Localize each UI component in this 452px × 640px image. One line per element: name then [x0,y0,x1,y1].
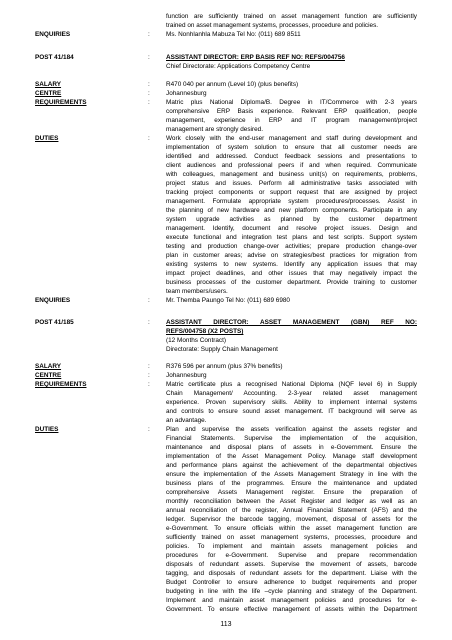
post-title-line: REFS/004758 (X2 POSTS) [166,328,244,335]
text-line: plan in customer areas; advise on strategies/best practices for migration from [166,252,417,259]
post-subtitle-row [35,62,417,71]
salary-label: SALARY [35,363,62,370]
text-line: Implement and maintain asset management policies and procedures for e- [166,597,417,604]
colon: : [148,99,150,106]
colon: : [148,372,150,379]
enquiries-label: ENQUIRIES [35,31,71,38]
colon: : [148,426,150,433]
text-line: testing and production change-over activities; prepare production change-over [166,243,417,250]
colon: : [148,297,150,304]
directorate: Directorate: Supply Chain Management [166,346,278,353]
colon: : [148,135,150,142]
centre-row [35,89,417,98]
text-line: comprehensive Assets Management register. Ensure the preparation of [166,489,417,496]
text-line: system upgrade activities as planned by the customer department [166,216,417,223]
text-line: maintenance and disposal plans of assets in e-Government. Ensure the [166,444,417,451]
text-line: existing systems to new systems. Identify any application issues that may [166,261,417,268]
text-line: Matric certificate plus a recognised National Diploma (NQF level 6) in Supply [166,381,417,388]
text-line: comprehensive ERP Basis experience. Relevant ERP qualification, people [166,108,417,115]
salary-label: SALARY [35,81,62,88]
requirements-label: REQUIREMENTS [35,381,87,388]
text-line: ensure the implementation of the Assets Management Strategy in line with the [166,471,417,478]
text-line: implementation of the Asset Management Policy. Manage staff development [166,453,417,460]
text-line: Matric plus National Diploma/B. Degree in IT/Commerce with 2-3 years [166,99,417,106]
salary-text: R470 040 per annum (Level 10) (plus benefits) [166,81,299,88]
text-line: and performance plans against the achievement of the departmental objectives [166,462,417,469]
duties-label: DUTIES [35,135,59,142]
text-line: tracking project components or support request that are assigned by project [166,189,417,196]
text-line: Plan and supervise the assets verification against the assets register and [166,426,417,433]
colon: : [148,54,150,61]
text-line: disposals of redundant assets. Supervise the movement of assets, barcode [166,561,417,568]
post-number: POST 41/184 [35,54,74,61]
colon: : [148,381,150,388]
colon: : [148,363,150,370]
text-line: policies. To implement and maintain assets management policies and [166,543,417,550]
requirements-text [166,380,417,425]
text-line: management. Formulate appropriate system procedures/processes. Assist in [166,198,417,205]
continuation-text [166,12,417,30]
duties-text [166,425,417,614]
page-number: 113 [220,621,232,628]
centre-label: CENTRE [35,372,62,379]
salary-text: R376 596 per annum (plus 37% benefits) [166,363,283,370]
text-line: Chain Management/ Accounting. 2-3-year related asset management [166,390,417,397]
contract-note: (12 Months Contract) [166,337,227,344]
post-title: ASSISTANT DIRECTOR: ERP BASIS REF NO: REFS/004756 [166,54,345,61]
text-line: e-Government. To ensure officials within the asset management function are [166,525,417,532]
text-line: implementation of system solution to ensure that all customer needs are [166,144,417,151]
text-line: procedures for e-Government. Supervise and prepare recommendation [166,552,417,559]
text-line: project status and issues. Perform all administrative tasks associated with [166,180,417,187]
centre-text: Johannesburg [166,372,207,379]
text-line: ledger. Supervisor the barcode tagging, movement, disposal of assets for the [166,516,417,523]
requirements-label: REQUIREMENTS [35,99,87,106]
enquiries-label: ENQUIRIES [35,297,71,304]
requirements-text [166,98,417,134]
text-line: budgeting in line with the life –cycle planning and strategy of the Department. [166,588,417,595]
text-line: experience. Proven supervisory skills. Ability to implement internal systems [166,399,417,406]
text-line: tagging, and disposals of redundant assets for the department. Liaise with the [166,570,417,577]
centre-row [35,371,417,380]
text-line: Budget Controller to ensure adherence to budget requirements and proper [166,579,417,586]
colon: : [148,31,150,38]
text-line: team members/users. [166,288,228,295]
text-line: execute functional and integration test plans and test scripts. Support system [166,234,417,241]
text-line: Financial Statements. Supervise the implementation of the acquisition, [166,435,417,442]
post-title-line: ASSISTANT DIRECTOR: ASSET MANAGEMENT (GBN) REF NO: [166,319,417,326]
colon: : [148,90,150,97]
text-line: identified and addressed. Conduct feedback sessions and presentations to [166,153,417,160]
text-line: trained on asset management systems, processes, procedure and policies. [166,22,379,29]
text-line: annual reconciliation of the register, Annual Financial Statement (AFS) and the [166,507,417,514]
text-line: business plans of the programmes. Ensure the maintenance and updated [166,480,417,487]
text-line: sufficiently trained on asset management systems, processes, procedure and [166,534,417,541]
text-line: management are strongly desired. [166,126,263,133]
text-line: management, experience in ERP and IT program management/project [166,117,417,124]
enquiries-row [35,296,417,305]
post-subtitle: Chief Directorate: Applications Competency Centre [166,63,311,70]
post-title-block [166,318,417,354]
centre-label: CENTRE [35,90,62,97]
enquiries-row [35,30,417,39]
text-line: an advantage. [166,417,207,424]
colon: : [148,319,150,326]
salary-row [35,362,417,371]
colon: : [148,81,150,88]
duties-label: DUTIES [35,426,59,433]
text-line: Government. To ensure effective management of assets within the Department [166,606,417,613]
post-heading-row [35,53,417,62]
enquiries-text: Mr. Themba Paungo Tel No: (011) 689 6980 [166,297,290,304]
text-line: Work closely with the end-user management and staff during development and [166,135,417,142]
text-line: the planning of new hardware and new platform components. Participate in any [166,207,417,214]
duties-text [166,134,417,296]
text-line: business processes of the customer department. Provide training to customer [166,279,417,286]
text-line: management. Identify, document and resolve project issues. Design and [166,225,417,232]
post-number: POST 41/185 [35,319,74,326]
text-line: with colleagues, management and business unit(s) on requirements, problems, [166,171,417,178]
text-line: monthly reconciliation between the Asset Register and ledger as well as an [166,498,417,505]
text-line: impact project deadlines, and other issues that may negatively impact the [166,270,417,277]
text-line: client audiences and professional peers if and when required. Communicate [166,162,417,169]
salary-row [35,80,417,89]
text-line: function are sufficiently trained on asset management function are sufficiently [166,13,417,20]
text-line: and controls to ensure sound asset management. IT background will serve as [166,408,417,415]
centre-text: Johannesburg [166,90,207,97]
enquiries-text: Ms. Nonhlanhla Mabuza Tel No: (011) 689 8511 [166,31,301,38]
